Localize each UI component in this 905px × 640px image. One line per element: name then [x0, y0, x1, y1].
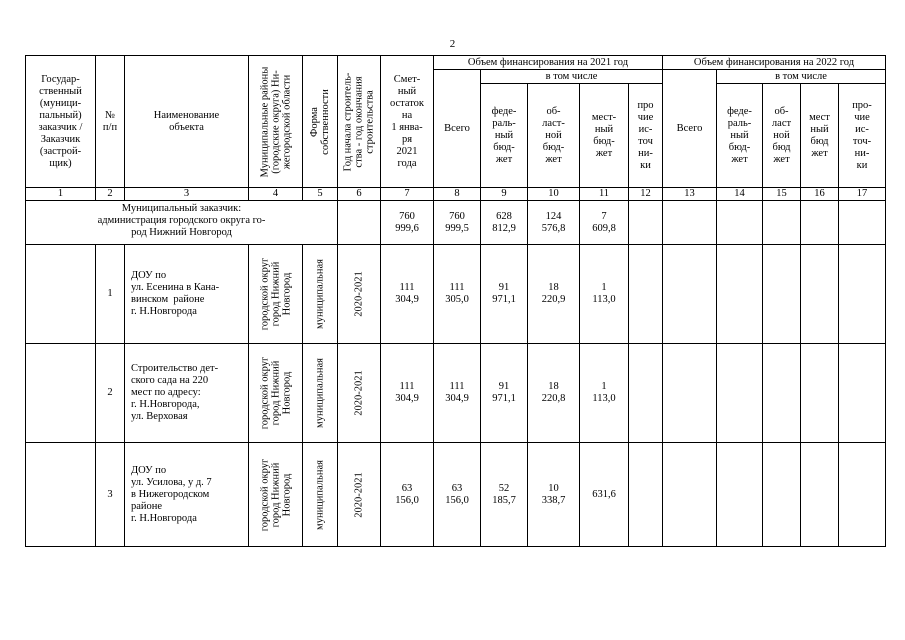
years-cell — [338, 245, 381, 344]
regional-2021-value: 10 338,7 — [528, 443, 580, 547]
district-cell — [249, 245, 303, 344]
header-total-2021: Всего — [434, 70, 481, 188]
header-financing-2021: Объем финансирования на 2021 год — [434, 56, 663, 70]
empty-cell — [801, 443, 839, 547]
column-number: 11 — [580, 188, 629, 201]
column-number: 3 — [125, 188, 249, 201]
header-federal-2022: феде- раль- ный бюд- жет — [717, 84, 763, 188]
column-number: 10 — [528, 188, 580, 201]
remainder-value: 111 304,9 — [381, 344, 434, 443]
object-name: ДОУ по ул. Усилова, у д. 7 в Нижегородском районе г. Н.Новгорода — [125, 443, 249, 547]
ownership-cell — [303, 344, 338, 443]
empty-cell — [629, 443, 663, 547]
total-2021-value: 111 305,0 — [434, 245, 481, 344]
ownership-text: муниципальная — [314, 459, 326, 530]
column-number: 17 — [839, 188, 886, 201]
local-2021-value: 1 113,0 — [580, 245, 629, 344]
district-cell — [249, 443, 303, 547]
federal-2021-value: 91 971,1 — [481, 245, 528, 344]
column-numbers-row — [26, 188, 886, 201]
municipal-total-2021: 760 999,5 — [434, 201, 481, 245]
header-customer: Государ- ственный (муници- пальный) заказчик / Заказчик (застрой- щик) — [26, 56, 96, 188]
municipal-local-2021: 7 609,8 — [580, 201, 629, 245]
header-object-name: Наименование объекта — [125, 56, 249, 188]
row-number: 3 — [96, 443, 125, 547]
local-2021-value: 1 113,0 — [580, 344, 629, 443]
total-2021-value: 111 304,9 — [434, 344, 481, 443]
column-number: 16 — [801, 188, 839, 201]
ownership-text: муниципальная — [314, 259, 326, 329]
ownership-cell — [303, 443, 338, 547]
column-number: 14 — [717, 188, 763, 201]
header-financing-2022: Объем финансирования на 2022 год — [663, 56, 886, 70]
column-number: 15 — [763, 188, 801, 201]
federal-2021-value: 52 185,7 — [481, 443, 528, 547]
district-text: городской округ город Нижний Новгород — [259, 458, 292, 531]
empty-cell — [663, 245, 717, 344]
header-years — [338, 56, 381, 188]
header-years-text: Год начала строитель- ства - год окончания строительства — [342, 72, 376, 171]
municipal-customer-row — [26, 201, 886, 245]
empty-cell — [717, 344, 763, 443]
header-ownership — [303, 56, 338, 188]
ownership-cell — [303, 245, 338, 344]
empty-cell — [629, 344, 663, 443]
column-number: 9 — [481, 188, 528, 201]
header-other-2021: про чие ис- точ ни- ки — [629, 84, 663, 188]
empty-cell — [763, 201, 801, 245]
district-text: городской округ город Нижний Новгород — [259, 356, 292, 430]
page-number: 2 — [449, 38, 456, 50]
column-number: 4 — [249, 188, 303, 201]
header-districts — [249, 56, 303, 188]
municipal-regional-2021: 124 576,8 — [528, 201, 580, 245]
years-cell — [338, 443, 381, 547]
municipal-customer-label: Муниципальный заказчик: администрация городского округа го- род Нижний Новгород — [26, 201, 338, 245]
municipal-remainder: 760 999,6 — [381, 201, 434, 245]
empty-cell — [801, 201, 839, 245]
district-cell — [249, 344, 303, 443]
column-number: 13 — [663, 188, 717, 201]
row-number: 1 — [96, 245, 125, 344]
header-regional-2022: об- ласт ной бюд жет — [763, 84, 801, 188]
empty-cell — [663, 344, 717, 443]
column-number: 2 — [96, 188, 125, 201]
total-2021-value: 63 156,0 — [434, 443, 481, 547]
header-including-2021: в том числе — [481, 70, 663, 84]
empty-cell — [801, 344, 839, 443]
header-regional-2021: об- ласт- ной бюд- жет — [528, 84, 580, 188]
column-number: 12 — [629, 188, 663, 201]
empty-cell — [338, 201, 381, 245]
district-text: городской округ город Нижний Новгород — [259, 257, 292, 331]
table-row — [26, 443, 886, 547]
empty-cell — [663, 443, 717, 547]
empty-cell — [801, 245, 839, 344]
remainder-value: 63 156,0 — [381, 443, 434, 547]
empty-cell — [717, 201, 763, 245]
header-federal-2021: феде- раль- ный бюд- жет — [481, 84, 528, 188]
federal-2021-value: 91 971,1 — [481, 344, 528, 443]
header-total-2022: Всего — [663, 70, 717, 188]
remainder-value: 111 304,9 — [381, 245, 434, 344]
header-districts-text: Муниципальные районы (городские округа) Ни- жегородской области — [259, 66, 292, 177]
header-ownership-text: Форма собственности — [309, 88, 331, 155]
empty-cell — [717, 245, 763, 344]
municipal-federal-2021: 628 812,9 — [481, 201, 528, 245]
header-local-2022: мест ный бюд жет — [801, 84, 839, 188]
empty-cell — [839, 201, 886, 245]
empty-cell — [763, 344, 801, 443]
empty-cell — [26, 443, 96, 547]
empty-cell — [839, 245, 886, 344]
object-name: ДОУ по ул. Есенина в Кана- винском районе г. Н.Новгорода — [125, 245, 249, 344]
years-text: 2020-2021 — [353, 271, 365, 317]
empty-cell — [763, 245, 801, 344]
empty-cell — [26, 344, 96, 443]
ownership-text: муниципальная — [314, 358, 326, 428]
years-text: 2020-2021 — [353, 471, 365, 518]
header-remainder: Смет- ный остаток на 1 янва- ря 2021 года — [381, 56, 434, 188]
empty-cell — [26, 245, 96, 344]
column-number: 1 — [26, 188, 96, 201]
regional-2021-value: 18 220,9 — [528, 245, 580, 344]
empty-cell — [663, 201, 717, 245]
financing-table — [25, 55, 886, 547]
empty-cell — [717, 443, 763, 547]
empty-cell — [629, 201, 663, 245]
table-row — [26, 245, 886, 344]
column-number: 6 — [338, 188, 381, 201]
row-number: 2 — [96, 344, 125, 443]
table-row — [26, 344, 886, 443]
empty-cell — [763, 443, 801, 547]
empty-cell — [629, 245, 663, 344]
header-including-2022: в том числе — [717, 70, 886, 84]
column-number: 7 — [381, 188, 434, 201]
column-number: 8 — [434, 188, 481, 201]
regional-2021-value: 18 220,8 — [528, 344, 580, 443]
empty-cell — [839, 344, 886, 443]
column-number: 5 — [303, 188, 338, 201]
header-number: № п/п — [96, 56, 125, 188]
header-local-2021: мест- ный бюд- жет — [580, 84, 629, 188]
object-name: Строительство дет- ского сада на 220 мест по адресу: г. Н.Новгорода, ул. Верховая — [125, 344, 249, 443]
years-text: 2020-2021 — [353, 370, 365, 416]
years-cell — [338, 344, 381, 443]
header-other-2022: про- чие ис- точ- ни- ки — [839, 84, 886, 188]
local-2021-value: 631,6 — [580, 443, 629, 547]
empty-cell — [839, 443, 886, 547]
